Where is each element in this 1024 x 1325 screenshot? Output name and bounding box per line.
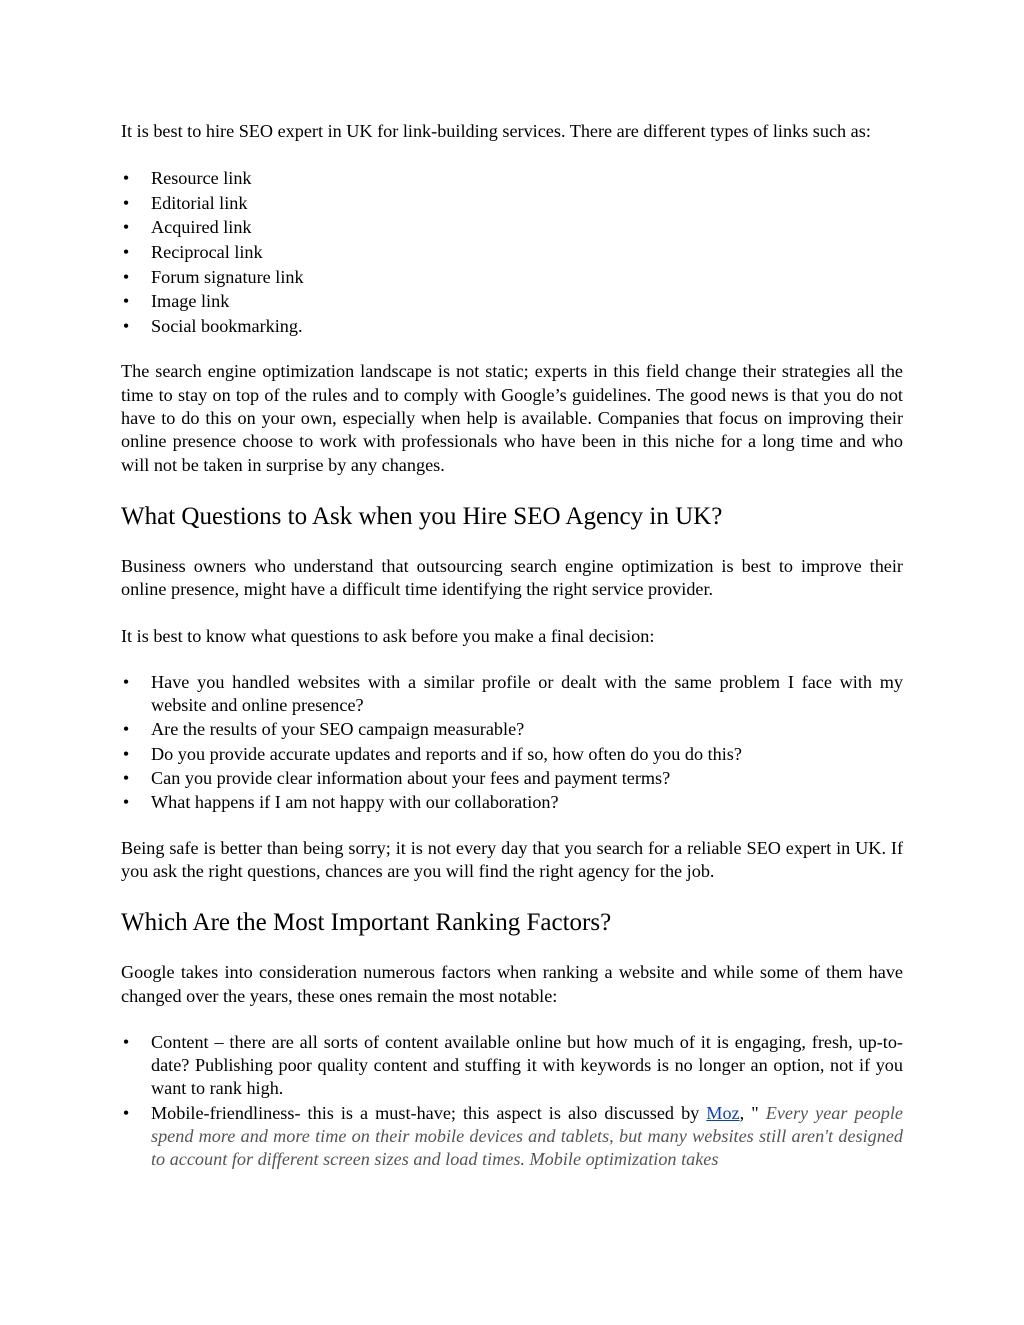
bullet-icon: • [122, 217, 130, 238]
list-item: • Social bookmarking. [121, 314, 903, 339]
link-types-list [121, 166, 903, 338]
business-owners-paragraph: Business owners who understand that outsourcing search engine optimization is best to improve their online presence, might have a difficult time identifying the right service provider. [121, 555, 903, 600]
mobile-item-after-link: , " [739, 1102, 766, 1123]
moz-quote: Every year people spend more and more time on their mobile devices and tablets, but many websites still aren't designed to account for different screen sizes and load times. Mobile optimization takes [151, 1102, 903, 1170]
list-item: • Do you provide accurate updates and reports and if so, how often do you do this? [121, 743, 903, 766]
questions-list [121, 671, 903, 815]
list-item: • What happens if I am not happy with our collaboration? [121, 791, 903, 814]
bullet-icon: • [122, 768, 130, 789]
mobile-item-lead: Mobile-friendliness- this is a must-have; this aspect is also discussed by [151, 1102, 707, 1123]
bullet-icon: • [122, 719, 130, 740]
landscape-paragraph: The search engine optimization landscape is not static; experts in this field change their strategies all the time to stay on top of the rules and to comply with Google’s guidelines. The good news is that you do not have to do this on your own, especially when help is available. Companies that focus on improving their online presence choose to work with professionals who have been in this niche for a long time and who will not be taken in surprise by any changes. [121, 361, 903, 475]
google-factors-paragraph: Google takes into consideration numerous factors when ranking a website and while some of them have changed over the years, these ones remain the most notable: [121, 962, 903, 1006]
ranking-factors-list [121, 1031, 903, 1172]
section-heading-ranking-factors: Which Are the Most Important Ranking Factors? [121, 909, 612, 937]
list-item: • Are the results of your SEO campaign measurable? [121, 718, 903, 741]
list-item [121, 1102, 903, 1172]
intro-paragraph: It is best to hire SEO expert in UK for link-building services. There are different types of links such as: [121, 121, 871, 141]
bullet-icon: • [122, 291, 130, 312]
list-item: • Reciprocal link [121, 240, 903, 265]
bullet-icon: • [122, 792, 130, 813]
list-item: • Content – there are all sorts of content available online but how much of it is engaging, fresh, up-to-date? Publishing poor quality content and stuffing it with keywords is no longer an option, not if you want to rank high. [122, 1031, 903, 1099]
bullet-icon: • [122, 1031, 130, 1052]
bullet-icon: • [122, 1102, 130, 1123]
section-heading-questions: What Questions to Ask when you Hire SEO Agency in UK? [121, 502, 723, 530]
list-item: • Editorial link [121, 191, 903, 216]
bullet-icon: • [122, 315, 130, 336]
list-item: • Can you provide clear information about your fees and payment terms? [121, 767, 903, 790]
bullet-icon: • [122, 242, 130, 263]
know-questions-paragraph: It is best to know what questions to ask before you make a final decision: [121, 625, 655, 646]
bullet-icon: • [122, 168, 130, 189]
list-item: • Have you handled websites with a similar profile or dealt with the same problem I face with my website and online presence? [122, 671, 903, 716]
list-item: • Image link [121, 289, 903, 314]
moz-link[interactable]: Moz [706, 1102, 740, 1123]
document-body [121, 120, 903, 1172]
list-item: • Forum signature link [121, 265, 903, 290]
bullet-icon: • [122, 266, 130, 287]
bullet-icon: • [122, 743, 130, 764]
bullet-icon: • [122, 192, 130, 213]
list-item: • Acquired link [121, 215, 903, 240]
bullet-icon: • [122, 671, 130, 692]
list-item: • Resource link [121, 166, 903, 191]
closing-paragraph: Being safe is better than being sorry; it is not every day that you search for a reliable SEO expert in UK. If you ask the right questions, chances are you will find the right agency for the job. [121, 837, 903, 881]
